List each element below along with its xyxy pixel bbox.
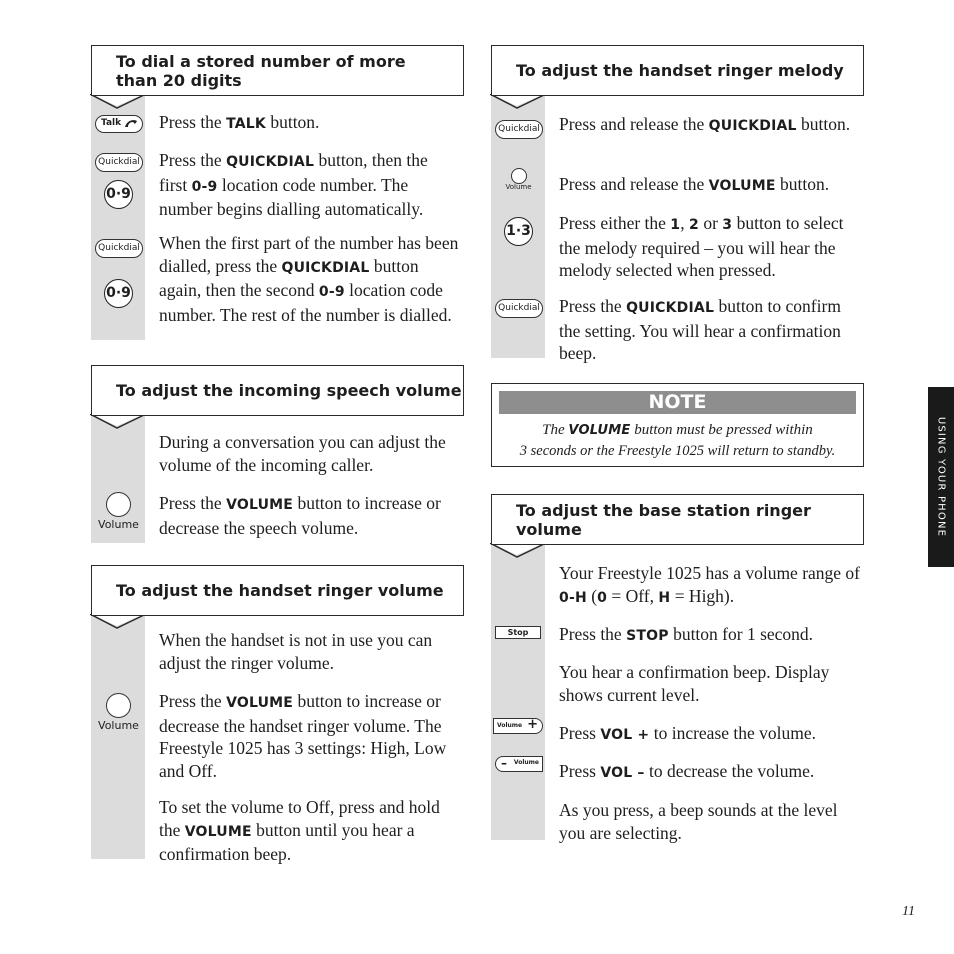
text: When the first part of the number has been dialled, press the <box>159 233 459 276</box>
quickdial-button-icon <box>495 120 543 139</box>
section-handset-ringer-melody <box>491 45 864 365</box>
text: to increase the volume. <box>649 723 817 743</box>
text: Press <box>559 723 601 743</box>
section-speech-volume <box>91 365 464 545</box>
note-box <box>491 383 864 467</box>
key-label: 2 <box>689 217 699 233</box>
text: button to confirm the setting. You will hear a confirmation beep. <box>559 296 841 363</box>
key-label: VOLUME <box>226 695 294 711</box>
section-handset-ringer-volume <box>91 565 464 865</box>
note-heading: NOTE <box>499 391 856 414</box>
volume-label: Volume <box>497 722 523 729</box>
step-text <box>559 722 864 747</box>
talk-label: Talk <box>101 118 122 128</box>
keypad-0-9-icon <box>104 279 133 308</box>
page-number: 11 <box>902 904 915 919</box>
text: Press the <box>159 112 227 132</box>
range-label: 0·9 <box>106 285 131 301</box>
text: button. <box>265 112 320 132</box>
section-header <box>91 565 464 616</box>
section-title: To adjust the base station ringer volume <box>516 500 811 539</box>
talk-button-icon <box>95 115 143 133</box>
text: button, then the first <box>159 150 428 195</box>
key-label: QUICKDIAL <box>626 300 715 316</box>
range-label: 1·3 <box>506 223 531 239</box>
key-label: VOLUME <box>226 497 294 513</box>
text: location code number. The rest of the number is dialled. <box>159 280 452 325</box>
text: location code number. The number begins dialling automatically. <box>159 174 424 219</box>
key-label: VOLUME <box>184 823 252 840</box>
volume-label: Volume <box>98 719 139 732</box>
volume-plus-button-icon <box>493 718 543 734</box>
text: Press and release the <box>559 174 709 194</box>
volume-label: Volume <box>513 759 539 766</box>
key-label: VOLUME <box>708 178 776 194</box>
section-header <box>491 494 864 545</box>
section-stored-number <box>91 45 464 345</box>
text: button for 1 second. <box>668 624 814 644</box>
key-label: 0 <box>597 589 608 606</box>
stop-label: Stop <box>507 628 529 637</box>
header-tail <box>90 614 150 648</box>
key-label: TALK <box>226 116 266 132</box>
quickdial-button-icon <box>95 153 143 172</box>
intro-text <box>559 562 864 609</box>
volume-button-icon <box>106 693 131 718</box>
text: button until you hear a confirmation beep. <box>159 819 415 864</box>
info-text: As you press, a beep sounds at the level you are selecting. <box>559 800 838 843</box>
text: button. <box>796 114 851 134</box>
section-title-line2: than 20 digits <box>116 70 242 90</box>
section-header <box>91 365 464 416</box>
step-text <box>159 149 459 221</box>
text: button to increase or decrease the speech volume. <box>159 493 441 538</box>
text: Press the <box>559 624 627 644</box>
text: button. <box>775 174 830 194</box>
quickdial-label: Quickdial <box>498 303 540 313</box>
volume-button-icon <box>511 168 527 184</box>
text: Your Freestyle 1025 has a volume range of <box>559 563 861 583</box>
header-tail <box>490 543 550 577</box>
icon-strip <box>491 544 545 840</box>
section-base-ringer-volume <box>491 494 864 844</box>
section-title: To adjust the handset ringer melody <box>516 61 844 80</box>
text: or <box>698 213 723 233</box>
key-label: QUICKDIAL <box>226 154 315 170</box>
key-label: VOL – <box>600 765 645 781</box>
plus-icon: + <box>527 717 538 732</box>
key-label: 0-H <box>559 589 587 606</box>
step-text <box>159 690 464 782</box>
text: button again, then the second <box>159 255 419 300</box>
text: Press the <box>159 691 227 711</box>
text: Press and release the <box>559 114 709 134</box>
quickdial-button-icon <box>495 299 543 318</box>
volume-button-icon <box>106 492 131 517</box>
text: to decrease the volume. <box>644 761 815 781</box>
volume-label: Volume <box>505 183 532 191</box>
note-line-1 <box>492 420 863 441</box>
quickdial-label: Quickdial <box>98 243 140 253</box>
minus-icon: – <box>501 756 507 770</box>
volume-minus-button-icon <box>495 756 543 772</box>
text: button must be pressed within <box>630 422 813 438</box>
text: = Off, <box>607 585 659 606</box>
text: ( <box>586 585 598 606</box>
key-label: 1 <box>670 217 681 233</box>
step-text <box>559 295 864 365</box>
step-text <box>159 111 459 136</box>
intro-text: When the handset is not in use you can adjust the ringer volume. <box>159 630 433 673</box>
volume-label: Volume <box>98 518 139 531</box>
text: Press <box>559 761 601 781</box>
step-text <box>559 760 864 785</box>
step-text <box>559 212 864 282</box>
quickdial-label: Quickdial <box>98 157 140 167</box>
intro-text: During a conversation you can adjust the volume of the incoming caller. <box>159 432 446 475</box>
key-label: 3 <box>722 217 733 233</box>
header-tail <box>90 414 150 448</box>
text: button to select the melody required – you will hear the melody selected when pressed. <box>559 213 844 280</box>
side-tab-label: USING YOUR PHONE <box>935 416 947 538</box>
key-label: STOP <box>626 628 669 644</box>
range-label: 0·9 <box>106 186 131 202</box>
section-header <box>91 45 464 96</box>
section-title-line1: To dial a stored number of more <box>116 51 406 71</box>
key-label: VOLUME <box>568 423 631 438</box>
section-title: To adjust the incoming speech volume <box>116 381 462 400</box>
key-label: VOL + <box>600 727 650 743</box>
key-label: QUICKDIAL <box>708 118 797 134</box>
side-tab <box>928 387 954 567</box>
keypad-0-9-icon <box>104 180 133 209</box>
text: Press either the <box>559 213 671 233</box>
step-text <box>159 232 459 326</box>
keypad-1-3-icon <box>504 217 533 246</box>
step-text <box>559 623 864 648</box>
key-label: QUICKDIAL <box>281 259 370 276</box>
step-text <box>559 113 864 138</box>
text: Press the <box>159 493 227 513</box>
step-text <box>159 492 459 539</box>
note-line-2: 3 seconds or the Freestyle 1025 will return to standby. <box>519 443 836 459</box>
phone-handset-icon <box>123 118 139 130</box>
key-label: 0-9 <box>318 284 345 300</box>
section-header <box>491 45 864 96</box>
step-text <box>559 173 864 198</box>
text: , <box>680 213 689 233</box>
quickdial-label: Quickdial <box>498 124 540 134</box>
section-title: To adjust the handset ringer volume <box>116 581 444 600</box>
text: Press the <box>559 296 627 316</box>
key-label: H <box>658 589 671 606</box>
text: The <box>542 422 569 438</box>
stop-button-icon <box>495 626 541 639</box>
info-text: You hear a confirmation beep. Display shows current level. <box>559 662 830 705</box>
text: To set the volume to Off, press and hold the <box>159 797 440 840</box>
quickdial-button-icon <box>95 239 143 258</box>
text: Press the <box>159 150 227 170</box>
text: button to increase or decrease the handset ringer volume. The Freestyle 1025 has 3 settings: High, Low and Off. <box>159 691 447 781</box>
step-text <box>159 796 464 866</box>
text: = High). <box>670 585 735 606</box>
icon-strip <box>91 615 145 859</box>
key-label: 0-9 <box>191 178 218 195</box>
